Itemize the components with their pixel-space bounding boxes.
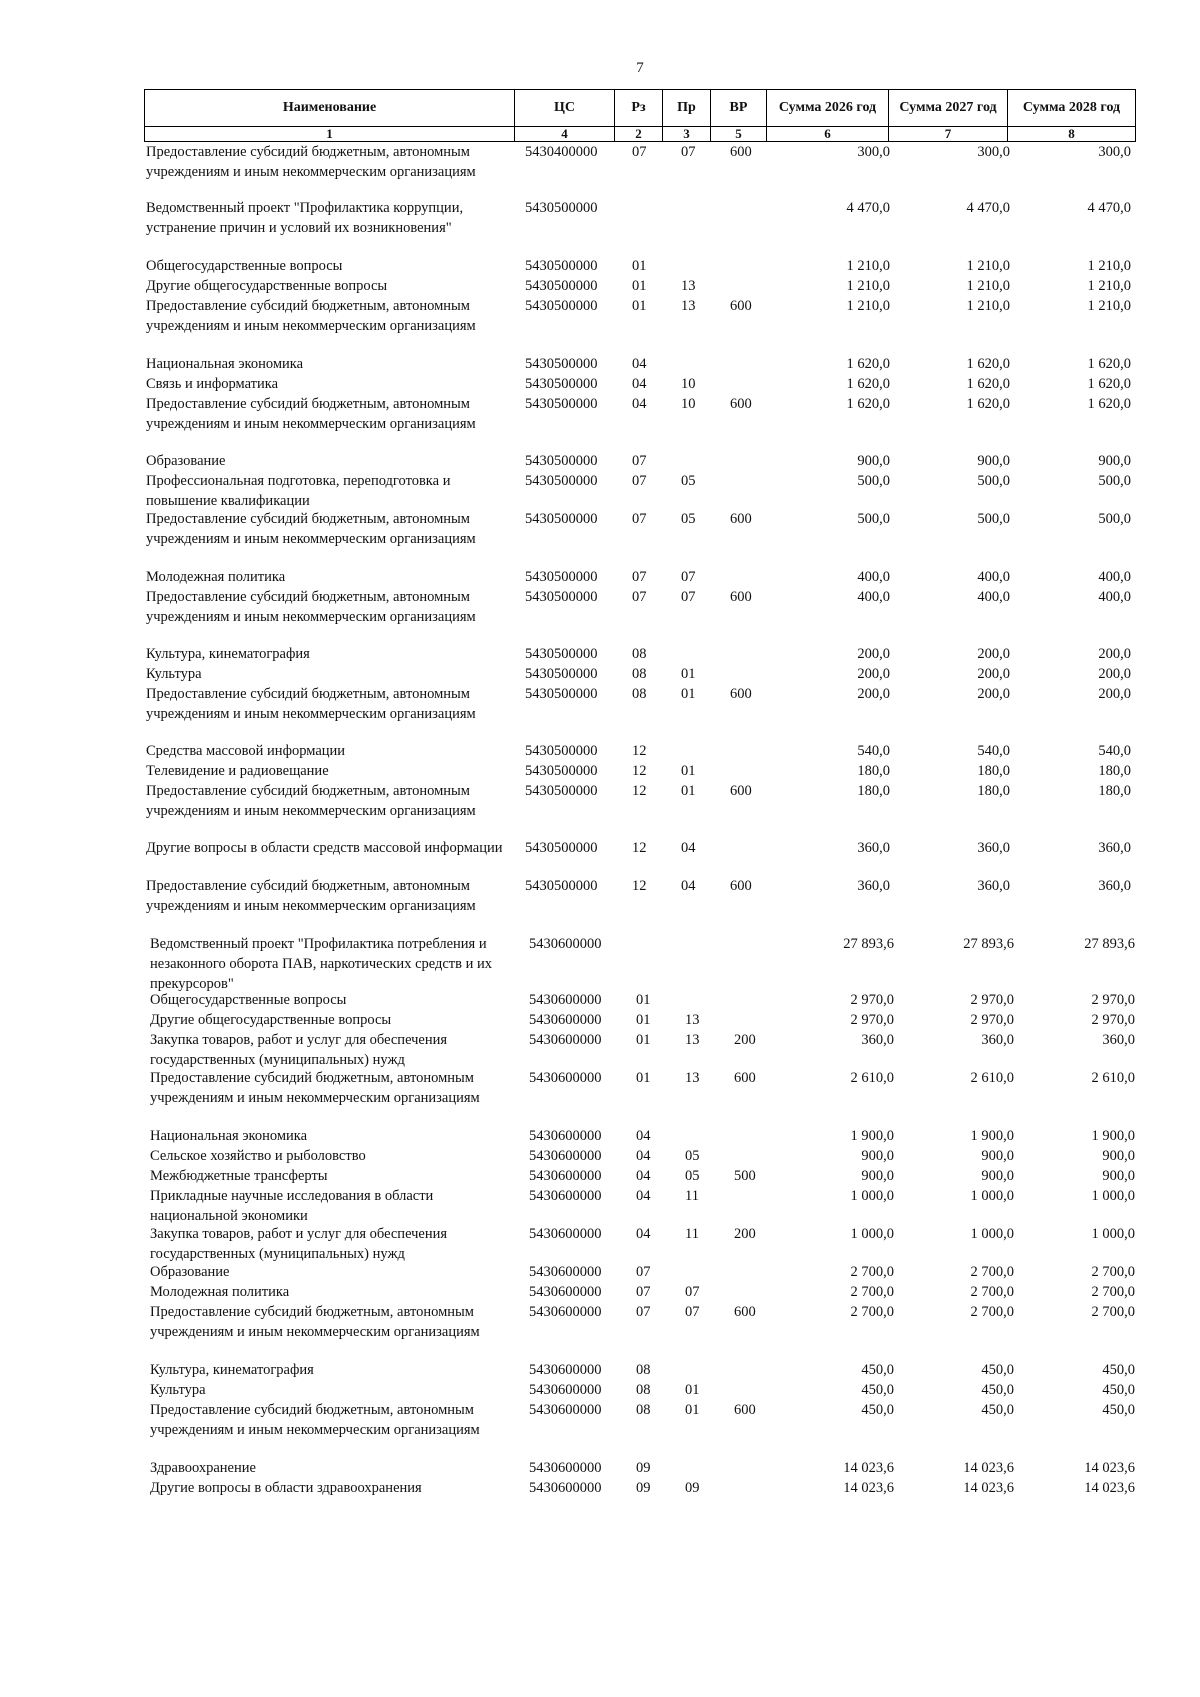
row-pr: 09 (685, 1480, 700, 1496)
row-name: Культура, кинематография (146, 646, 310, 662)
row-rz: 01 (632, 298, 647, 314)
row-sum-2026: 360,0 (857, 878, 890, 894)
row-name: Предоставление субсидий бюджетным, автономным учреждениям и иным некоммерческим организациям (146, 396, 476, 432)
row-name: Культура (146, 666, 202, 682)
row-sum-2026: 540,0 (857, 743, 890, 759)
row-sum-2026: 1 620,0 (846, 396, 890, 412)
row-sum-2027: 27 893,6 (963, 936, 1014, 952)
row-sum-2026: 14 023,6 (843, 1460, 894, 1476)
row-pr: 01 (681, 666, 696, 682)
row-vr: 600 (734, 1070, 756, 1086)
row-pr: 11 (685, 1226, 699, 1242)
row-cs: 5430600000 (529, 1362, 602, 1378)
page-number: 7 (636, 60, 644, 76)
row-rz: 04 (636, 1168, 651, 1184)
row-name: Предоставление субсидий бюджетным, автономным учреждениям и иным некоммерческим организациям (150, 1304, 480, 1340)
row-sum-2027: 1 900,0 (970, 1128, 1014, 1144)
row-sum-2026: 2 970,0 (850, 1012, 894, 1028)
row-name: Молодежная политика (146, 569, 286, 585)
row-vr: 600 (730, 144, 752, 160)
row-sum-2026: 2 610,0 (850, 1070, 894, 1086)
row-rz: 12 (632, 783, 647, 799)
row-sum-2028: 4 470,0 (1087, 200, 1131, 216)
row-sum-2026: 450,0 (861, 1382, 894, 1398)
row-rz: 07 (632, 589, 647, 605)
row-name: Другие вопросы в области средств массовой информации (146, 840, 503, 856)
header-num-2027: 7 (889, 127, 1008, 142)
row-cs: 5430500000 (525, 511, 598, 527)
row-name: Телевидение и радиовещание (146, 763, 329, 779)
row-pr: 04 (681, 878, 696, 894)
row-sum-2026: 4 470,0 (846, 200, 890, 216)
row-rz: 12 (632, 878, 647, 894)
row-sum-2028: 1 620,0 (1087, 356, 1131, 372)
row-cs: 5430500000 (525, 783, 598, 799)
row-rz: 12 (632, 763, 647, 779)
row-sum-2026: 1 000,0 (850, 1226, 894, 1242)
row-name: Предоставление субсидий бюджетным, автономным учреждениям и иным некоммерческим организациям (146, 144, 476, 180)
row-cs: 5430500000 (525, 686, 598, 702)
row-vr: 600 (730, 298, 752, 314)
row-sum-2028: 1 900,0 (1091, 1128, 1135, 1144)
row-vr: 600 (730, 396, 752, 412)
row-sum-2028: 500,0 (1098, 473, 1131, 489)
row-rz: 07 (632, 473, 647, 489)
row-sum-2027: 200,0 (977, 646, 1010, 662)
row-cs: 5430500000 (525, 473, 598, 489)
row-rz: 08 (632, 646, 647, 662)
row-sum-2026: 900,0 (861, 1168, 894, 1184)
row-sum-2026: 2 970,0 (850, 992, 894, 1008)
row-rz: 08 (632, 666, 647, 682)
row-cs: 5430600000 (529, 936, 602, 952)
header-num-pr: 3 (663, 127, 711, 142)
row-sum-2026: 180,0 (857, 763, 890, 779)
row-rz: 01 (632, 258, 647, 274)
row-cs: 5430500000 (525, 376, 598, 392)
row-name: Сельское хозяйство и рыболовство (150, 1148, 366, 1164)
row-cs: 5430500000 (525, 396, 598, 412)
row-vr: 600 (734, 1402, 756, 1418)
row-pr: 07 (681, 569, 696, 585)
row-sum-2026: 14 023,6 (843, 1480, 894, 1496)
row-pr: 10 (681, 396, 696, 412)
row-sum-2027: 1 210,0 (966, 258, 1010, 274)
row-vr: 200 (734, 1226, 756, 1242)
row-cs: 5430600000 (529, 1128, 602, 1144)
row-sum-2028: 450,0 (1102, 1402, 1135, 1418)
header-num-2026: 6 (767, 127, 889, 142)
row-sum-2027: 1 620,0 (966, 396, 1010, 412)
row-sum-2028: 400,0 (1098, 569, 1131, 585)
row-sum-2027: 1 210,0 (966, 278, 1010, 294)
row-pr: 01 (685, 1402, 700, 1418)
row-sum-2028: 300,0 (1098, 144, 1131, 160)
row-sum-2027: 400,0 (977, 589, 1010, 605)
row-sum-2028: 2 970,0 (1091, 992, 1135, 1008)
row-vr: 600 (734, 1304, 756, 1320)
row-cs: 5430600000 (529, 1284, 602, 1300)
row-sum-2026: 2 700,0 (850, 1304, 894, 1320)
row-sum-2026: 450,0 (861, 1362, 894, 1378)
row-sum-2028: 900,0 (1102, 1148, 1135, 1164)
row-sum-2028: 500,0 (1098, 511, 1131, 527)
row-sum-2026: 400,0 (857, 589, 890, 605)
row-rz: 04 (632, 396, 647, 412)
row-cs: 5430600000 (529, 1012, 602, 1028)
row-rz: 08 (636, 1402, 651, 1418)
row-sum-2026: 2 700,0 (850, 1264, 894, 1280)
row-pr: 04 (681, 840, 696, 856)
row-sum-2028: 2 700,0 (1091, 1304, 1135, 1320)
row-cs: 5430600000 (529, 1148, 602, 1164)
row-cs: 5430600000 (529, 1382, 602, 1398)
row-rz: 08 (636, 1362, 651, 1378)
row-sum-2028: 200,0 (1098, 646, 1131, 662)
row-pr: 01 (681, 686, 696, 702)
row-pr: 01 (685, 1382, 700, 1398)
row-sum-2028: 400,0 (1098, 589, 1131, 605)
row-sum-2027: 900,0 (981, 1148, 1014, 1164)
header-num-cs: 4 (515, 127, 615, 142)
row-rz: 07 (632, 569, 647, 585)
header-cs: ЦС (515, 90, 615, 127)
row-name: Национальная экономика (150, 1128, 308, 1144)
row-sum-2026: 1 210,0 (846, 278, 890, 294)
row-cs: 5430500000 (525, 569, 598, 585)
row-sum-2028: 1 000,0 (1091, 1188, 1135, 1204)
header-sum-2026: Сумма 2026 год (767, 90, 889, 127)
row-sum-2028: 2 700,0 (1091, 1264, 1135, 1280)
row-sum-2026: 200,0 (857, 646, 890, 662)
row-sum-2028: 1 000,0 (1091, 1226, 1135, 1242)
row-sum-2027: 300,0 (977, 144, 1010, 160)
row-sum-2028: 900,0 (1098, 453, 1131, 469)
row-sum-2026: 200,0 (857, 686, 890, 702)
row-name: Предоставление субсидий бюджетным, автономным учреждениям и иным некоммерческим организациям (146, 511, 476, 547)
row-cs: 5430600000 (529, 1168, 602, 1184)
row-sum-2027: 14 023,6 (963, 1460, 1014, 1476)
row-name: Общегосударственные вопросы (146, 258, 343, 274)
row-sum-2027: 1 620,0 (966, 376, 1010, 392)
row-pr: 07 (685, 1304, 700, 1320)
row-sum-2028: 360,0 (1098, 878, 1131, 894)
row-rz: 01 (636, 1070, 651, 1086)
row-sum-2026: 400,0 (857, 569, 890, 585)
row-pr: 11 (685, 1188, 699, 1204)
row-vr: 600 (730, 589, 752, 605)
row-cs: 5430600000 (529, 992, 602, 1008)
header-rz: Рз (615, 90, 663, 127)
header-pr: Пр (663, 90, 711, 127)
header-num-vr: 5 (711, 127, 767, 142)
row-name: Другие общегосударственные вопросы (146, 278, 388, 294)
header-row (145, 90, 1136, 127)
row-sum-2028: 200,0 (1098, 686, 1131, 702)
row-cs: 5430600000 (529, 1480, 602, 1496)
header-name: Наименование (145, 90, 515, 127)
row-pr: 05 (681, 473, 696, 489)
row-cs: 5430500000 (525, 589, 598, 605)
row-sum-2027: 1 210,0 (966, 298, 1010, 314)
row-vr: 600 (730, 783, 752, 799)
row-sum-2027: 2 700,0 (970, 1304, 1014, 1320)
row-name: Образование (146, 453, 226, 469)
row-sum-2028: 1 210,0 (1087, 278, 1131, 294)
row-name: Здравоохранение (150, 1460, 256, 1476)
row-pr: 05 (685, 1168, 700, 1184)
row-cs: 5430500000 (525, 840, 598, 856)
row-cs: 5430600000 (529, 1304, 602, 1320)
row-rz: 04 (636, 1148, 651, 1164)
row-pr: 13 (681, 298, 696, 314)
header-sum-2028: Сумма 2028 год (1008, 90, 1136, 127)
row-sum-2028: 27 893,6 (1084, 936, 1135, 952)
row-cs: 5430500000 (525, 646, 598, 662)
row-vr: 500 (734, 1168, 756, 1184)
row-sum-2026: 1 900,0 (850, 1128, 894, 1144)
row-sum-2027: 2 700,0 (970, 1264, 1014, 1280)
row-pr: 01 (681, 783, 696, 799)
row-sum-2028: 1 210,0 (1087, 258, 1131, 274)
row-sum-2028: 14 023,6 (1084, 1480, 1135, 1496)
row-sum-2028: 200,0 (1098, 666, 1131, 682)
row-sum-2028: 2 610,0 (1091, 1070, 1135, 1086)
row-sum-2028: 900,0 (1102, 1168, 1135, 1184)
row-sum-2027: 540,0 (977, 743, 1010, 759)
row-sum-2027: 180,0 (977, 763, 1010, 779)
row-cs: 5430400000 (525, 144, 598, 160)
row-name: Прикладные научные исследования в области национальной экономики (150, 1188, 434, 1224)
row-name: Культура, кинематография (150, 1362, 314, 1378)
row-sum-2028: 540,0 (1098, 743, 1131, 759)
row-sum-2027: 1 620,0 (966, 356, 1010, 372)
row-sum-2028: 450,0 (1102, 1382, 1135, 1398)
row-sum-2028: 14 023,6 (1084, 1460, 1135, 1476)
row-pr: 13 (681, 278, 696, 294)
row-rz: 07 (632, 511, 647, 527)
row-name: Предоставление субсидий бюджетным, автономным учреждениям и иным некоммерческим организациям (146, 686, 476, 722)
header-number-row (145, 127, 1136, 142)
row-rz: 07 (636, 1284, 651, 1300)
row-pr: 07 (681, 144, 696, 160)
row-sum-2028: 360,0 (1098, 840, 1131, 856)
row-sum-2026: 900,0 (861, 1148, 894, 1164)
row-sum-2027: 200,0 (977, 666, 1010, 682)
row-sum-2027: 360,0 (977, 878, 1010, 894)
row-rz: 01 (636, 1012, 651, 1028)
row-pr: 10 (681, 376, 696, 392)
row-sum-2028: 360,0 (1102, 1032, 1135, 1048)
row-sum-2028: 450,0 (1102, 1362, 1135, 1378)
row-sum-2026: 360,0 (861, 1032, 894, 1048)
row-cs: 5430600000 (529, 1032, 602, 1048)
row-name: Профессиональная подготовка, переподготовка и повышение квалификации (146, 473, 451, 509)
row-cs: 5430500000 (525, 666, 598, 682)
row-name: Образование (150, 1264, 230, 1280)
row-sum-2028: 2 700,0 (1091, 1284, 1135, 1300)
row-pr: 05 (681, 511, 696, 527)
row-sum-2028: 180,0 (1098, 763, 1131, 779)
row-pr: 01 (681, 763, 696, 779)
row-sum-2027: 500,0 (977, 511, 1010, 527)
row-sum-2027: 200,0 (977, 686, 1010, 702)
row-vr: 600 (730, 686, 752, 702)
row-rz: 09 (636, 1460, 651, 1476)
row-sum-2026: 1 000,0 (850, 1188, 894, 1204)
row-pr: 07 (685, 1284, 700, 1300)
row-sum-2027: 450,0 (981, 1402, 1014, 1418)
header-num-rz: 2 (615, 127, 663, 142)
row-rz: 07 (636, 1304, 651, 1320)
row-rz: 04 (636, 1128, 651, 1144)
row-sum-2026: 1 210,0 (846, 298, 890, 314)
row-sum-2026: 500,0 (857, 511, 890, 527)
row-cs: 5430500000 (525, 356, 598, 372)
row-name: Ведомственный проект "Профилактика потребления и незаконного оборота ПАВ, наркотических средств и их прекурсоров" (150, 936, 493, 992)
row-name: Молодежная политика (150, 1284, 290, 1300)
row-cs: 5430600000 (529, 1226, 602, 1242)
row-cs: 5430600000 (529, 1070, 602, 1086)
row-name: Предоставление субсидий бюджетным, автономным учреждениям и иным некоммерческим организациям (146, 878, 476, 914)
row-sum-2026: 300,0 (857, 144, 890, 160)
row-rz: 07 (632, 144, 647, 160)
row-sum-2028: 1 620,0 (1087, 376, 1131, 392)
row-sum-2027: 1 000,0 (970, 1226, 1014, 1242)
row-name: Общегосударственные вопросы (150, 992, 347, 1008)
row-sum-2027: 2 610,0 (970, 1070, 1014, 1086)
row-sum-2026: 200,0 (857, 666, 890, 682)
table-header (144, 89, 1136, 142)
row-name: Связь и информатика (146, 376, 279, 392)
row-sum-2026: 1 620,0 (846, 356, 890, 372)
row-rz: 08 (636, 1382, 651, 1398)
row-cs: 5430600000 (529, 1402, 602, 1418)
row-sum-2027: 2 970,0 (970, 992, 1014, 1008)
row-pr: 13 (685, 1070, 700, 1086)
row-pr: 05 (685, 1148, 700, 1164)
row-name: Национальная экономика (146, 356, 304, 372)
row-sum-2027: 450,0 (981, 1362, 1014, 1378)
row-rz: 01 (632, 278, 647, 294)
row-sum-2027: 2 700,0 (970, 1284, 1014, 1300)
row-sum-2027: 14 023,6 (963, 1480, 1014, 1496)
row-pr: 07 (681, 589, 696, 605)
row-cs: 5430500000 (525, 878, 598, 894)
row-cs: 5430500000 (525, 298, 598, 314)
row-sum-2027: 360,0 (977, 840, 1010, 856)
row-cs: 5430600000 (529, 1264, 602, 1280)
row-sum-2027: 450,0 (981, 1382, 1014, 1398)
row-sum-2027: 1 000,0 (970, 1188, 1014, 1204)
row-sum-2027: 900,0 (981, 1168, 1014, 1184)
row-sum-2027: 360,0 (981, 1032, 1014, 1048)
row-sum-2028: 2 970,0 (1091, 1012, 1135, 1028)
row-rz: 04 (632, 356, 647, 372)
row-name: Предоставление субсидий бюджетным, автономным учреждениям и иным некоммерческим организациям (146, 589, 476, 625)
row-rz: 12 (632, 743, 647, 759)
row-sum-2027: 2 970,0 (970, 1012, 1014, 1028)
row-sum-2028: 1 620,0 (1087, 396, 1131, 412)
row-rz: 01 (636, 1032, 651, 1048)
row-name: Межбюджетные трансферты (150, 1168, 328, 1184)
row-cs: 5430600000 (529, 1460, 602, 1476)
row-name: Предоставление субсидий бюджетным, автономным учреждениям и иным некоммерческим организациям (146, 783, 476, 819)
row-name: Средства массовой информации (146, 743, 346, 759)
row-name: Закупка товаров, работ и услуг для обеспечения государственных (муниципальных) нужд (150, 1032, 448, 1068)
row-sum-2027: 400,0 (977, 569, 1010, 585)
row-vr: 200 (734, 1032, 756, 1048)
row-rz: 01 (636, 992, 651, 1008)
row-sum-2026: 360,0 (857, 840, 890, 856)
row-sum-2026: 1 210,0 (846, 258, 890, 274)
row-rz: 07 (632, 453, 647, 469)
row-sum-2027: 500,0 (977, 473, 1010, 489)
row-rz: 08 (632, 686, 647, 702)
row-name: Предоставление субсидий бюджетным, автономным учреждениям и иным некоммерческим организациям (146, 298, 476, 334)
row-cs: 5430500000 (525, 763, 598, 779)
header-num-2028: 8 (1008, 127, 1136, 142)
row-sum-2026: 1 620,0 (846, 376, 890, 392)
row-vr: 600 (730, 511, 752, 527)
row-sum-2027: 900,0 (977, 453, 1010, 469)
row-name: Предоставление субсидий бюджетным, автономным учреждениям и иным некоммерческим организациям (150, 1070, 480, 1106)
row-cs: 5430500000 (525, 258, 598, 274)
row-rz: 07 (636, 1264, 651, 1280)
row-pr: 13 (685, 1032, 700, 1048)
row-name: Закупка товаров, работ и услуг для обеспечения государственных (муниципальных) нужд (150, 1226, 448, 1262)
row-sum-2026: 2 700,0 (850, 1284, 894, 1300)
row-name: Культура (150, 1382, 206, 1398)
row-pr: 13 (685, 1012, 700, 1028)
row-rz: 09 (636, 1480, 651, 1496)
header-num-name: 1 (145, 127, 515, 142)
row-cs: 5430500000 (525, 453, 598, 469)
row-rz: 04 (632, 376, 647, 392)
row-rz: 12 (632, 840, 647, 856)
row-cs: 5430500000 (525, 743, 598, 759)
header-vr: ВР (711, 90, 767, 127)
row-sum-2026: 180,0 (857, 783, 890, 799)
row-cs: 5430500000 (525, 200, 598, 216)
row-sum-2026: 27 893,6 (843, 936, 894, 952)
row-sum-2027: 180,0 (977, 783, 1010, 799)
row-name: Предоставление субсидий бюджетным, автономным учреждениям и иным некоммерческим организациям (150, 1402, 480, 1438)
row-sum-2026: 450,0 (861, 1402, 894, 1418)
row-name: Ведомственный проект "Профилактика коррупции, устранение причин и условий их возникновения" (146, 200, 464, 236)
row-sum-2026: 900,0 (857, 453, 890, 469)
row-rz: 04 (636, 1188, 651, 1204)
row-cs: 5430500000 (525, 278, 598, 294)
row-name: Другие общегосударственные вопросы (150, 1012, 392, 1028)
row-sum-2026: 500,0 (857, 473, 890, 489)
row-rz: 04 (636, 1226, 651, 1242)
row-sum-2027: 4 470,0 (966, 200, 1010, 216)
row-name: Другие вопросы в области здравоохранения (150, 1480, 422, 1496)
row-cs: 5430600000 (529, 1188, 602, 1204)
row-vr: 600 (730, 878, 752, 894)
header-sum-2027: Сумма 2027 год (889, 90, 1008, 127)
row-sum-2028: 1 210,0 (1087, 298, 1131, 314)
row-sum-2028: 180,0 (1098, 783, 1131, 799)
